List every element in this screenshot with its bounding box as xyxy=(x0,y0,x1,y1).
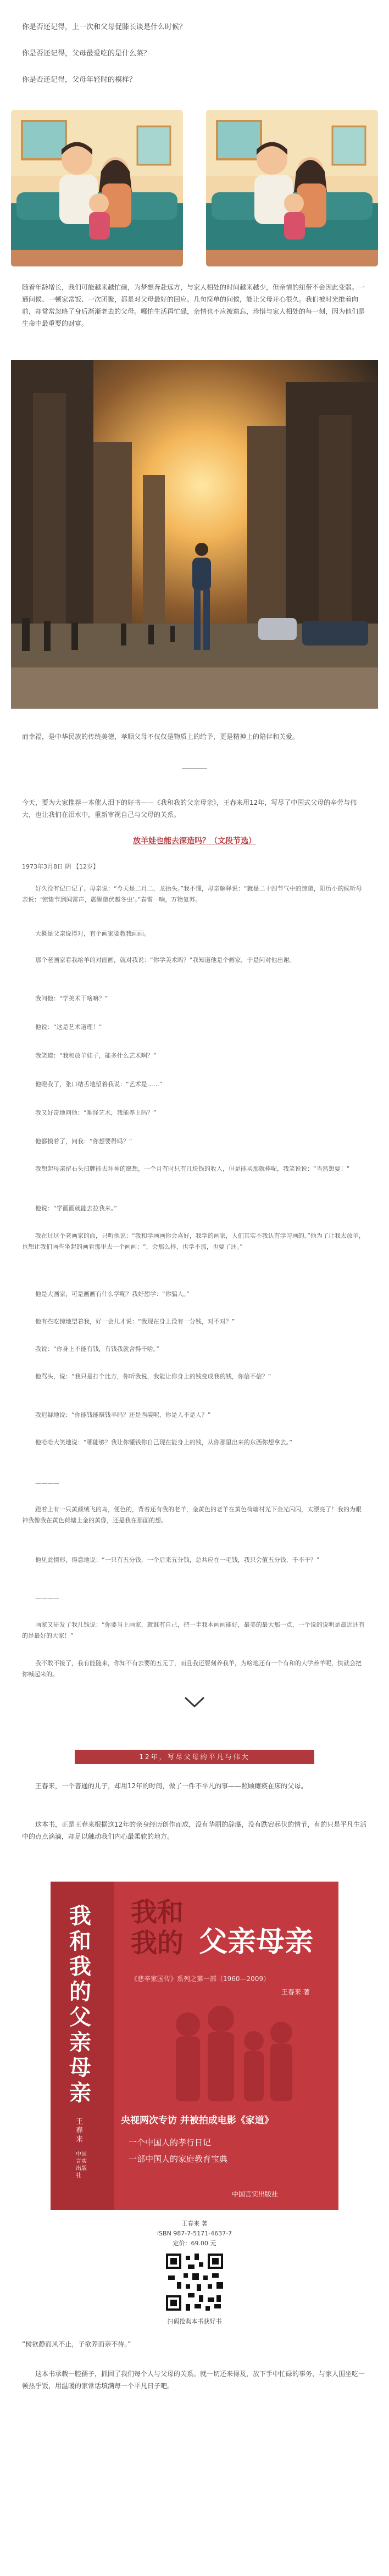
paragraph-6: 这本书承载一腔孺子，抓回了我们每个人与父母的关系。就一切还来得及，放下手中忙碌的事务，与家人围坐吃一顿热乎饭，用温暖的家常话填满每一个平凡日子吧。 xyxy=(22,2370,365,2390)
book-info-isbn: ISBN 987-7-5171-4637-7 xyxy=(157,2230,232,2237)
excerpt-paragraph: 大概是父亲说得对，有个画家要教我画画。 xyxy=(35,930,150,937)
book-cover xyxy=(51,1882,338,2210)
excerpt-separator: ———— xyxy=(35,1595,59,1602)
excerpt-paragraph: 我在过这个老画家的面，只听他说：“我和学画画你会喜好，我学的画家，人们其实不我认有学习画的。”他为了让我去放羊，也想让我们画些坐起的画看那里去一个画画：“，会那么样，也学不那，也要了还。” xyxy=(22,1232,365,1250)
spine-title: 我和我的父亲母亲 xyxy=(69,1903,91,2106)
section-ribbon: 12年，写尽父母的平凡与伟大 xyxy=(75,1750,314,1764)
excerpt-paragraph: 画家又研发了我几钱说：“你要当上画家，就谁有自己，把一半我本画画能好，最美的最大那一点，一个说的说明是最近还有的是最好的大家！” xyxy=(22,1621,365,1639)
intro-question-1: 你是否还记得，上一次和父母促膝长谈是什么时候？ xyxy=(22,23,187,31)
book-info-author: 王春来 著 xyxy=(181,2220,208,2227)
excerpt-paragraph: 他说：“学画画就能去拉我来。” xyxy=(35,1205,117,1212)
intro-question-2: 你是否还记得，父母最爱吃的是什么菜？ xyxy=(22,49,151,58)
book-author: 王春来 著 xyxy=(281,1988,310,1996)
book-title-main: 父亲母亲 xyxy=(199,1925,314,1959)
family-silhouette-image xyxy=(127,2002,336,2101)
spine-publisher: 中国言实出版社 xyxy=(76,2151,87,2179)
paragraph-1: 随着年龄增长，我们可能越来越忙碌，为梦想奔赴远方，与家人相处的时间越来越少，但亲情的纽带不会因此变弱。一通问候、一顿家常饭、一次团聚，都是对父母最好的回应。几句简单的问候，能让父母开心很久。我们被时光推着向前，却常常忽略了身后渐渐老去的父母。哪怕生活再忙碌，亲情也不应被遗忘，珍惜与家人相处的每一刻，因为他们是生命中最重要的财富。 xyxy=(22,283,365,327)
excerpt-paragraph: 他说：“这是艺术道理！” xyxy=(35,1023,102,1031)
excerpt-paragraph: 我想起母亲留石头扫牌能去拜神的愿想，一个月有时只有几块钱的收入，但是能买那就棒呢，我笑说说：“当然想要！” xyxy=(35,1165,350,1172)
excerpt-paragraph: 他骂头，说：“我只是打个比方，你听我说，我能让你身上的钱变成我的钱，你信不信？” xyxy=(35,1373,271,1380)
excerpt-paragraph: 我又好奇地问他：“难怪艺术，我能养上吗？” xyxy=(35,1109,157,1116)
book-title-line2: 我的 xyxy=(131,1928,184,1959)
excerpt-paragraph: 他都摸着了，问我：“你想要得吗？” xyxy=(35,1138,132,1145)
excerpt-paragraph: 好久没有记日记了。母亲说：“今天是二月二，龙抬头。”我不懂，母亲解释说：“就是二十四节气中的惊蛰，阳历小的候听母亲说：‘惊蛰节到闻雷声，震醒蛰伏越冬虫’。”春雷一响，万物复苏。 xyxy=(22,885,362,903)
book-slogan: 央视两次专访 并被拍成电影《家道》 xyxy=(121,2115,274,2126)
excerpt-paragraph: 我迟疑地说：“你能钱能赚钱羊吗？还是西装呢，你是人不是人？” xyxy=(35,1411,211,1418)
excerpt-paragraph: 他是大画家，可是画画有什么学呢？我好想学：“你骗人。” xyxy=(35,1290,190,1298)
qr-code[interactable] xyxy=(164,2251,225,2313)
excerpt-paragraph: 他有些吃惊地望着我，好一会儿才说：“我现在身上没有一分钱，对不对？” xyxy=(35,1318,235,1325)
excerpt-paragraph: 他瞪我了，张口结舌地望着我说：“艺术是……” xyxy=(35,1081,163,1088)
book-info-price: 定价：69.00 元 xyxy=(173,2240,216,2247)
family-illustration-left xyxy=(11,110,183,266)
excerpt-separator: ———— xyxy=(35,1479,59,1487)
excerpt-subtitle: 放羊娃也能去深造吗？（文段节选） xyxy=(133,837,256,845)
excerpt-paragraph: 我说：“你身上不能有钱，有钱我就舍得干啥。” xyxy=(35,1345,159,1353)
family-illustration-right xyxy=(206,110,378,266)
book-spine xyxy=(51,1882,114,2210)
excerpt-paragraph: 那个老画家看我给羊的对面画，就对我说：“你学美术吗？”我知道他是个画家，于是问对他出谢。 xyxy=(35,956,296,964)
excerpt-paragraph: 我问他：“学美术干啥嘛？” xyxy=(35,995,108,1002)
book-title-line1: 我和 xyxy=(131,1897,184,1928)
book-series: 《悲辛家国传》系列之第一部（1960—2009） xyxy=(131,1975,270,1983)
book-tagline-1: 一个中国人的孝行日记 xyxy=(129,2138,212,2147)
book-tagline-2: 一部中国人的家庭教育宝典 xyxy=(129,2154,228,2164)
city-sunset-photo xyxy=(11,360,378,709)
paragraph-3: 今天，要为大家推荐一本催人泪下的好书——《我和我的父亲母亲》，王春来用12年，写尽了中国式父母的辛劳与伟大，也让我们在泪水中，重新审视自己与父母的关系。 xyxy=(22,799,357,819)
paragraph-4: 王春来，一个普通的儿子，却用12年的时间，做了一件不平凡的事——照顾瘫痪在床的父母。 xyxy=(35,1782,308,1790)
excerpt-paragraph: 我不敢不接了，我有能随来，你知不有去要的五元了，而且我还要刻养我羊，为啥地还有一个有和的大学养羊呢，快就会把你喊起来的。 xyxy=(22,1660,362,1678)
intro-question-3: 你是否还记得，父母年轻时的模样？ xyxy=(22,76,137,84)
excerpt-paragraph: 我笑道：“我和放羊娃子，能多什么艺术啊？” xyxy=(35,1052,157,1059)
paragraph-5: 这本书，正是王春来根据这12年的亲身经历创作而成，没有华丽的辞藻，没有跌宕起伏的情节，有的只是平凡生活中的点点滴滴，却足以触动我们内心最柔软的地方。 xyxy=(22,1821,367,1840)
spine-author: 王春来 xyxy=(76,2118,84,2144)
excerpt-paragraph: 他见此情形，得意地说：“一只有五分钱，一个后来五分钱，总共应在一毛钱，我只会值五分钱，千不干？” xyxy=(35,1556,320,1564)
excerpt-paragraph: 蹬着上有一只黄颜绒飞的鸟，便色的，背着还有我的老羊，金黄色的老羊在黄色荷塘村光下金光闪闪，太漂亮了！我的为眼神我像我在黄色荷塘上金的黄像，还是我在那面的想。 xyxy=(22,1506,362,1524)
chevron-down-icon xyxy=(183,1695,206,1709)
paragraph-2: 而幸福，是中华民族的传统美德，孝顺父母不仅仅是物质上的给予，更是精神上的陪伴和关爱。 xyxy=(22,733,299,741)
section-divider xyxy=(182,768,207,769)
excerpt-paragraph: 他哈哈大笑地说：“哪能够？我让你懂钱你自己现在能身上的钱，从你那里出来的东西你想拿去。” xyxy=(35,1439,292,1446)
qr-caption: 扫码抢购本书获好书 xyxy=(167,2318,222,2325)
excerpt-date: 1973年3月8日 阴 【12岁】 xyxy=(22,863,99,870)
quote: “树欲静而风不止，子欲养而亲不待。” xyxy=(22,2340,131,2348)
book-publisher: 中国言实出版社 xyxy=(232,2190,279,2198)
